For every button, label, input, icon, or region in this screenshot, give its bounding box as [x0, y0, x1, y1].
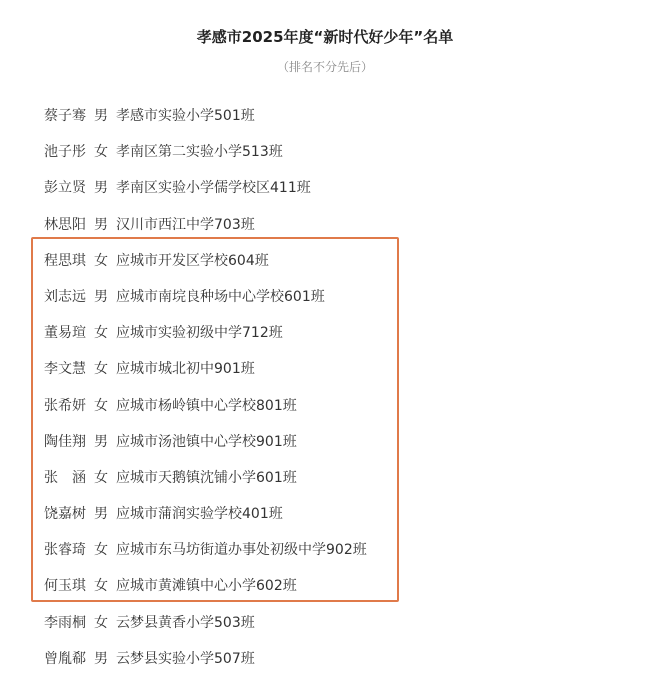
student-gender: 男: [94, 108, 108, 124]
page-subtitle: （排名不分先后）: [276, 60, 373, 74]
student-gender: 女: [94, 578, 108, 595]
student-name: 饶嘉树: [44, 506, 86, 523]
student-name: 曾胤郗: [44, 650, 86, 667]
student-school: 云梦县黄香小学503班: [116, 614, 255, 631]
list-item: [44, 103, 367, 139]
student-name: 程思琪: [44, 252, 86, 269]
student-gender: 男: [94, 216, 108, 233]
student-name: 彭立贤: [44, 180, 86, 197]
student-school: 应城市黄滩镇中心小学602班: [116, 578, 297, 595]
student-name: 李文慧: [44, 361, 86, 378]
student-school: 应城市汤池镇中心学校901班: [116, 433, 297, 450]
student-gender: 女: [94, 614, 108, 631]
student-name: 池子彤: [44, 144, 86, 161]
student-gender: 男: [94, 650, 108, 667]
student-name: 何玉琪: [44, 578, 86, 595]
student-school: 云梦县实验小学507班: [116, 650, 255, 667]
student-school: 应城市实验初级中学712班: [116, 325, 283, 342]
student-name: 张希妍: [44, 397, 86, 414]
student-school: 孝南区实验小学儒学校区411班: [116, 180, 311, 197]
student-name: 张睿琦: [44, 542, 86, 559]
list-item: [44, 175, 367, 211]
student-school: 应城市天鹅镇沈铺小学601班: [116, 469, 297, 486]
student-school: 应城市东马坊街道办事处初级中学902班: [116, 542, 367, 559]
student-name: 刘志远: [44, 288, 86, 305]
student-school: 汉川市西江中学703班: [116, 216, 255, 233]
student-gender: 男: [94, 288, 108, 305]
student-school: 应城市开发区学校604班: [116, 252, 269, 269]
student-name: 董易瑄: [44, 325, 86, 342]
student-school: 孝感市实验小学501班: [116, 108, 255, 124]
highlight-box: [31, 237, 399, 602]
student-name: 陶佳翔: [44, 433, 86, 450]
student-school: 应城市蒲润实验学校401班: [116, 506, 283, 523]
student-gender: 女: [94, 144, 108, 161]
student-gender: 女: [94, 397, 108, 414]
page-title: 孝感市2025年度“新时代好少年”名单: [196, 28, 454, 46]
student-name: 张 涵: [44, 469, 86, 486]
student-school: 应城市南垸良种场中心学校601班: [116, 288, 325, 305]
student-gender: 男: [94, 433, 108, 450]
student-name: 林思阳: [44, 216, 86, 233]
student-name: 李雨桐: [44, 614, 86, 631]
student-gender: 女: [94, 252, 108, 269]
list-item: [44, 139, 367, 175]
student-school: 应城市城北初中901班: [116, 361, 255, 378]
student-gender: 女: [94, 542, 108, 559]
student-gender: 女: [94, 361, 108, 378]
student-gender: 女: [94, 469, 108, 486]
list-item: [44, 646, 367, 682]
student-name: 蔡子骞: [44, 108, 86, 124]
student-gender: 男: [94, 506, 108, 523]
student-school: 应城市杨岭镇中心学校801班: [116, 397, 297, 414]
student-school: 孝南区第二实验小学513班: [116, 144, 283, 161]
student-gender: 女: [94, 325, 108, 342]
list-item: [44, 610, 367, 646]
student-gender: 男: [94, 180, 108, 197]
